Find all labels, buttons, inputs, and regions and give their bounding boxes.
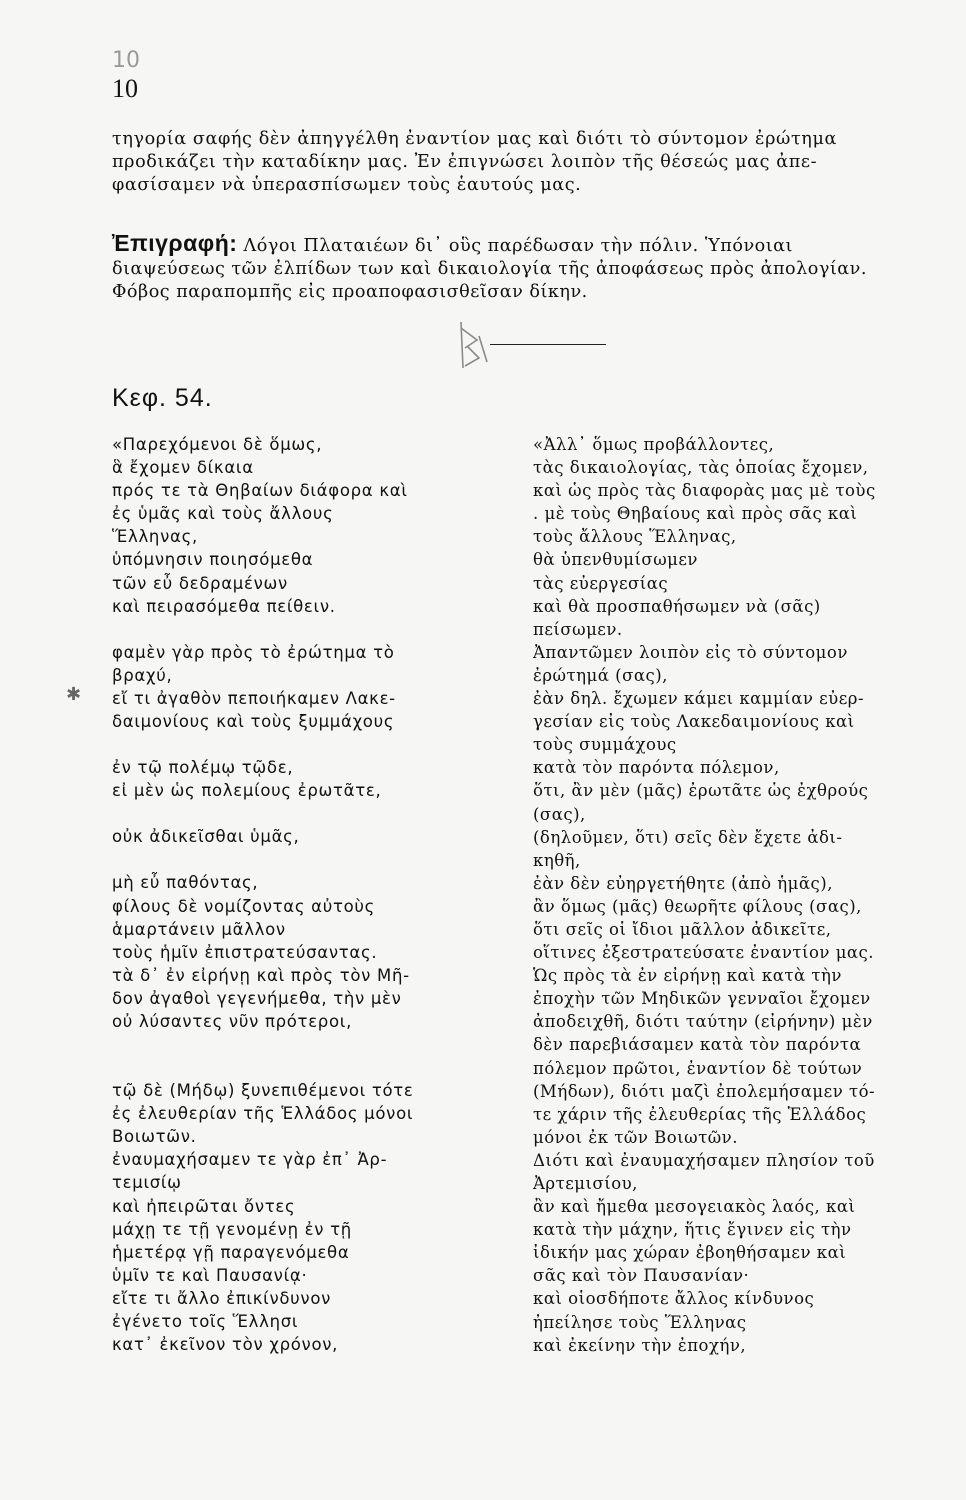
- translation-line: Διότι καὶ ἐναυμαχήσαμεν πλησίον τοῦ: [533, 1150, 875, 1170]
- spacer: [112, 1056, 512, 1079]
- text-line: τὰ δ᾽ ἐν εἰρήνῃ καὶ πρὸς τὸν Μῆ-: [112, 965, 410, 985]
- translation-line: θὰ ὑπενθυμίσωμεν: [533, 550, 698, 570]
- intro-line: προδικάζει τὴν καταδίκην μας. Ἐν ἐπιγνώσει λοιπὸν τῆς θέσεώς μας ἀπε-: [112, 152, 818, 172]
- text-line: οὐκ ἀδικεῖσθαι ὑμᾶς,: [112, 827, 300, 847]
- text-line: Βοιωτῶν.: [112, 1127, 197, 1147]
- epigraph-first-line: [112, 232, 960, 258]
- translation-line: (Μήδων), διότι μαζὶ ἐπολεμήσαμεν τό-: [533, 1081, 876, 1101]
- translation-line: Ἀπαντῶμεν λοιπὸν εἰς τὸ σύντομον: [533, 642, 848, 662]
- translation-line: γεσίαν εἰς τοὺς Λακεδαιμονίους καὶ: [533, 712, 855, 732]
- translation-line: ἐρώτημά (σας),: [533, 665, 668, 685]
- translation-line: ἐὰν δὲν εὐηργετήθητε (ἀπὸ ἡμᾶς),: [533, 873, 833, 893]
- translation-line: (σας),: [533, 804, 586, 824]
- section-divider: [490, 344, 606, 345]
- epigraph-line: διαψεύσεως τῶν ἐλπίδων των καὶ δικαιολογία τῆς ἀποφάσεως πρὸς ἀπολογίαν.: [112, 259, 867, 279]
- translation-line: κηθῆ,: [533, 850, 581, 870]
- epigraph: [112, 232, 960, 304]
- text-line: ἐς ἐλευθερίαν τῆς Ἑλλάδος μόνοι: [112, 1104, 414, 1124]
- text-line: καὶ πειρασόμεθα πείθειν.: [112, 596, 336, 616]
- text-line: κατ᾽ ἐκεῖνον τὸν χρόνον,: [112, 1335, 339, 1355]
- translation-line: καὶ ὡς πρὸς τὰς διαφορὰς μας μὲ τοὺς: [533, 481, 876, 501]
- text-line: ἁμαρτάνειν μᾶλλον: [112, 919, 286, 939]
- translation-line: κατὰ τὴν μάχην, ἥτις ἔγινεν εἰς τὴν: [533, 1220, 852, 1240]
- translation-line: ἐὰν δηλ. ἔχωμεν κάμει καμμίαν εὐερ-: [533, 689, 865, 709]
- translation-line: ὅτι σεῖς οἱ ἴδιοι μᾶλλον ἀδικεῖτε,: [533, 919, 832, 939]
- text-line: τεμισίῳ: [112, 1173, 182, 1193]
- text-line: εἴ τι ἀγαθὸν πεποιήκαμεν Λακε-: [112, 688, 396, 708]
- translation-line: ἂν ὅμως (μᾶς) θεωρῆτε φίλους (σας),: [533, 896, 862, 916]
- text-line: οὐ λύσαντες νῦν πρότεροι,: [112, 1011, 353, 1031]
- spacer: [112, 802, 512, 825]
- spacer: [112, 1033, 512, 1056]
- translation-line: καὶ ἐκείνην τὴν ἐποχήν,: [533, 1335, 747, 1355]
- translation-line: μόνοι ἐκ τῶν Βοιωτῶν.: [533, 1127, 738, 1147]
- translation-line: «Ἀλλ᾽ ὅμως προβάλλοντες,: [533, 435, 775, 454]
- text-line: τῶν εὖ δεδραμένων: [112, 573, 288, 593]
- translation-line: (δηλοῦμεν, ὅτι) σεῖς δὲν ἔχετε ἀδι-: [533, 827, 843, 847]
- text-line: τῷ δὲ (Μήδῳ) ξυνεπιθέμενοι τότε: [112, 1081, 414, 1101]
- text-line: δον ἀγαθοὶ γεγενήμεθα, τὴν μὲν: [112, 988, 402, 1008]
- chapter-heading: Κεφ. 54.: [112, 384, 213, 412]
- spacer: [112, 733, 512, 756]
- translation-line: ἐποχὴν τῶν Μηδικῶν γενναῖοι ἔχομεν: [533, 989, 871, 1009]
- text-line: ἃ ἔχομεν δίκαια: [112, 458, 254, 478]
- translation-line: κατὰ τὸν παρόντα πόλεμον,: [533, 758, 780, 778]
- spacer: [112, 618, 512, 641]
- translation-line: πείσωμεν.: [533, 619, 623, 639]
- translation-line: ἰδικήν μας χώραν ἐβοηθήσαμεν καὶ: [533, 1243, 847, 1263]
- text-line: μάχῃ τε τῇ γενομένῃ ἐν τῇ: [112, 1219, 352, 1239]
- text-line: βραχύ,: [112, 665, 173, 685]
- translation-line: καὶ οἱοσδήποτε ἄλλος κίνδυνος: [533, 1289, 815, 1309]
- text-line: τοὺς ἡμῖν ἐπιστρατεύσαντας.: [112, 942, 378, 962]
- intro-line: φασίσαμεν νὰ ὑπερασπίσωμεν τοὺς ἑαυτούς μας.: [112, 175, 582, 195]
- translation-line: Ἀρτεμισίου,: [533, 1174, 638, 1193]
- translation-line: τοὺς συμμάχους: [533, 735, 677, 755]
- translation-line: δὲν παρεβιάσαμεν κατὰ τὸν παρόντα: [533, 1035, 862, 1055]
- text-line: εἴτε τι ἄλλο ἐπικίνδυνον: [112, 1288, 332, 1308]
- text-line: Ἕλληνας,: [112, 527, 198, 547]
- intro-paragraph: [112, 128, 960, 197]
- translation-line: τοὺς ἄλλους Ἕλληνας,: [533, 527, 737, 547]
- translation-line: οἵτινες ἐξεστρατεύσατε ἐναντίον μας.: [533, 943, 875, 963]
- text-line: πρός τε τὰ Θηβαίων διάφορα καὶ: [112, 481, 408, 501]
- ancient-greek-column: [112, 433, 512, 1356]
- translation-line: πόλεμον πρῶτοι, ἐναντίον δὲ τούτων: [533, 1058, 863, 1078]
- text-line: ἐν τῷ πολέμῳ τῷδε,: [112, 758, 294, 778]
- handwritten-mark: [455, 318, 495, 373]
- text-line: δαιμονίους καὶ τοὺς ξυμμάχους: [112, 712, 395, 732]
- page-number: 10: [112, 74, 138, 103]
- text-line: ἐγένετο τοῖς Ἕλλησι: [112, 1312, 299, 1331]
- text-line: φαμὲν γὰρ πρὸς τὸ ἐρώτημα τὸ: [112, 642, 395, 662]
- translation-line: ἠπείλησε τοὺς Ἕλληνας: [533, 1312, 747, 1332]
- spacer: [112, 848, 512, 871]
- text-line: ὑπόμνησιν ποιησόμεθα: [112, 550, 314, 570]
- translation-line: σᾶς καὶ τὸν Παυσανίαν·: [533, 1266, 750, 1286]
- text-line: φίλους δὲ νομίζοντας αὐτοὺς: [112, 896, 376, 916]
- translation-line: τε χάριν τῆς ἐλευθερίας τῆς Ἑλλάδος: [533, 1104, 867, 1124]
- text-line: μὴ εὖ παθόντας,: [112, 873, 259, 893]
- translation-line: τὰς εὐεργεσίας: [533, 573, 669, 593]
- translation-line: . μὲ τοὺς Θηβαίους καὶ πρὸς σᾶς καὶ: [533, 504, 858, 524]
- translation-line: καὶ θὰ προσπαθήσωμεν νὰ (σᾶς): [533, 596, 821, 616]
- margin-mark: ✱: [66, 684, 82, 705]
- text-line: ἡμετέρᾳ γῇ παραγενόμεθα: [112, 1242, 350, 1262]
- text-line: εἰ μὲν ὡς πολεμίους ἐρωτᾶτε,: [112, 781, 382, 801]
- intro-line: τηγορία σαφής δὲν ἀπηγγέλθη ἐναντίον μας καὶ διότι τὸ σύντομον ἐρώτημα: [112, 129, 837, 149]
- epigraph-label: Ἐπιγραφή:: [112, 230, 238, 256]
- handwritten-page-number: 10: [112, 48, 140, 73]
- epigraph-text: Λόγοι Πλαταιέων δι᾽ οὓς παρέδωσαν τὴν πόλιν. Ὑπόνοιαι: [243, 236, 793, 256]
- text-line: ἐναυμαχήσαμεν τε γὰρ ἐπ᾽ Ἀρ-: [112, 1150, 388, 1170]
- translation-line: Ὡς πρὸς τὰ ἐν εἰρήνῃ καὶ κατὰ τὴν: [533, 966, 842, 986]
- translation-line: τὰς δικαιολογίας, τὰς ὁποίας ἔχομεν,: [533, 458, 869, 478]
- translation-line: ὅτι, ἂν μὲν (μᾶς) ἐρωτᾶτε ὡς ἐχθρούς: [533, 781, 869, 801]
- text-line: ὑμῖν τε καὶ Παυσανίᾳ·: [112, 1265, 308, 1285]
- text-line: «Παρεχόμενοι δὲ ὅμως,: [112, 435, 323, 454]
- epigraph-line: Φόβος παραπομπῆς εἰς προαποφασισθεῖσαν δίκην.: [112, 282, 588, 302]
- translation-column: [533, 433, 961, 1357]
- translation-line: ἂν καὶ ἤμεθα μεσογειακὸς λαός, καὶ: [533, 1197, 856, 1217]
- text-line: καὶ ἠπειρῶται ὄντες: [112, 1196, 296, 1216]
- translation-line: ἀποδειχθῆ, διότι ταύτην (εἰρήνην) μὲν: [533, 1012, 873, 1032]
- text-line: ἐς ὑμᾶς καὶ τοὺς ἄλλους: [112, 504, 334, 524]
